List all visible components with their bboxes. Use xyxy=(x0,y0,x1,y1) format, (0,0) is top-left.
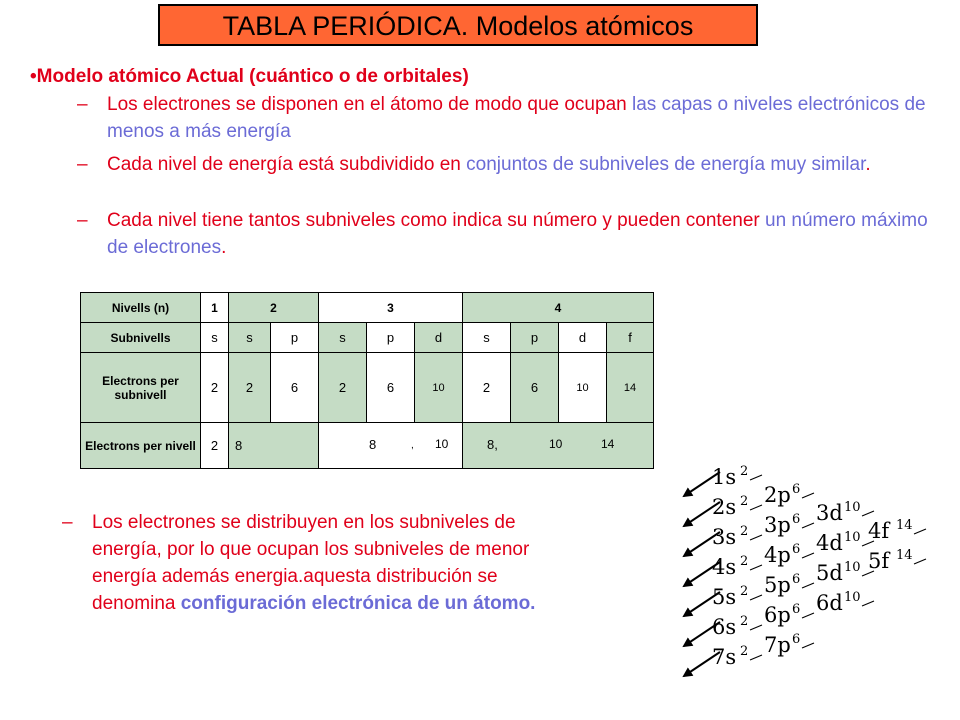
table-row xyxy=(81,323,654,353)
subshell-cell: p xyxy=(511,323,559,353)
bullet-3-text: Cada nivel tiene tantos subniveles como indica su número y pueden contener xyxy=(107,210,766,231)
bullet-3-highlight: un número máximo de electrones xyxy=(107,210,928,258)
connector-line xyxy=(750,535,762,540)
orbital-capacity: 10 xyxy=(844,500,861,515)
connector-line xyxy=(914,529,926,534)
orbital-capacity: 6 xyxy=(792,482,801,497)
bullet-2-tail: . xyxy=(865,154,871,175)
connector-line xyxy=(802,493,814,498)
electron-count-cell: 10 xyxy=(415,353,463,423)
level-3-sub: 10 xyxy=(435,437,449,451)
orbital-capacity: 14 xyxy=(896,548,913,563)
orbital-capacity: 2 xyxy=(740,464,749,479)
subshell-cell: s xyxy=(319,323,367,353)
row-label: Nivells (n) xyxy=(81,293,201,323)
level-total-cell xyxy=(463,423,654,469)
bottom-text: Los electrones se distribuyen en los subniveles de energía, por lo que ocupan los subniveles de menor energía además energia.aquesta distribución se denomina xyxy=(92,512,530,614)
subshell-cell: s xyxy=(229,323,271,353)
orbital-label: 5p xyxy=(764,573,791,597)
orbital-label: 7p xyxy=(764,633,791,657)
orbital-capacity: 14 xyxy=(896,518,913,533)
page-title: TABLA PERIÓDICA. Modelos atómicos xyxy=(158,4,758,46)
orbital-capacity: 2 xyxy=(740,524,749,539)
subshell-cell: d xyxy=(559,323,607,353)
orbital-label: 1s xyxy=(712,465,737,489)
level-total-cell xyxy=(319,423,463,469)
connector-line xyxy=(802,643,814,648)
bullet-1 xyxy=(77,91,937,145)
connector-line xyxy=(862,511,874,516)
connector-line xyxy=(802,583,814,588)
level-total-cell: 2 xyxy=(201,423,229,469)
subshell-cell: f xyxy=(607,323,654,353)
orbital-label: 6s xyxy=(712,615,737,639)
orbital-capacity: 6 xyxy=(792,542,801,557)
bullet-1-text: Los electrones se disponen en el átomo de modo que ocupan xyxy=(107,94,632,115)
bullet-3-tail: . xyxy=(221,237,227,258)
subshell-cell: d xyxy=(415,323,463,353)
orbital-label: 7s xyxy=(712,645,737,669)
level-4-sub-a: 10 xyxy=(549,437,563,451)
bullet-dash: – xyxy=(77,210,88,231)
bottom-highlight: configuración electrónica de un átomo. xyxy=(180,593,536,614)
electron-count-cell: 14 xyxy=(607,353,654,423)
connector-line xyxy=(914,559,926,564)
level-cell: 3 xyxy=(319,293,463,323)
aufbau-diagram xyxy=(660,440,950,710)
table-row xyxy=(81,293,654,323)
electron-count-cell: 2 xyxy=(201,353,229,423)
level-3-total: 8 xyxy=(369,437,377,452)
table-row xyxy=(81,353,654,423)
orbital-label: 6p xyxy=(764,603,791,627)
level-4-total: 8, xyxy=(487,437,498,452)
orbital-label: 3d xyxy=(816,501,843,525)
orbital-label: 4f xyxy=(868,519,890,543)
bullet-1-highlight: las capas o niveles electrónicos de menos a más energía xyxy=(107,94,926,142)
orbital-label: 6d xyxy=(816,591,843,615)
orbital-label: 5s xyxy=(712,585,737,609)
bullet-dash: – xyxy=(77,94,88,115)
orbital-label: 4s xyxy=(712,555,737,579)
orbital-capacity: 2 xyxy=(740,614,749,629)
level-cell: 1 xyxy=(201,293,229,323)
electron-count-cell: 2 xyxy=(319,353,367,423)
row-label: Electrons per nivell xyxy=(81,423,201,469)
bullet-3 xyxy=(77,207,937,261)
subshell-cell: s xyxy=(201,323,229,353)
level-cell: 2 xyxy=(229,293,319,323)
bullet-dash: – xyxy=(62,512,73,533)
electron-count-cell: 6 xyxy=(511,353,559,423)
electron-table xyxy=(80,292,654,469)
orbital-capacity: 2 xyxy=(740,644,749,659)
electron-count-cell: 2 xyxy=(463,353,511,423)
connector-line xyxy=(750,595,762,600)
orbital-label: 3s xyxy=(712,525,737,549)
electron-count-cell: 2 xyxy=(229,353,271,423)
subshell-cell: p xyxy=(271,323,319,353)
orbital-capacity: 10 xyxy=(844,590,861,605)
connector-line xyxy=(750,625,762,630)
bottom-bullet xyxy=(62,509,582,617)
orbital-label: 2s xyxy=(712,495,737,519)
orbital-label: 5d xyxy=(816,561,843,585)
model-heading: •Modelo atómico Actual (cuántico o de orbitales) xyxy=(30,66,469,87)
table-row xyxy=(81,423,654,469)
orbital-label: 5f xyxy=(868,549,890,573)
connector-line xyxy=(802,523,814,528)
orbital-capacity: 2 xyxy=(740,554,749,569)
bullet-dash: – xyxy=(77,154,88,175)
electron-count-cell: 6 xyxy=(271,353,319,423)
row-label: Electrons per subnivell xyxy=(81,353,201,423)
orbital-label: 4d xyxy=(816,531,843,555)
orbital-capacity: 2 xyxy=(740,494,749,509)
orbital-capacity: 6 xyxy=(792,602,801,617)
level-3-comma: , xyxy=(411,440,414,451)
level-total-cell: 8 xyxy=(229,423,319,469)
row-label: Subnivells xyxy=(81,323,201,353)
orbital-capacity: 10 xyxy=(844,560,861,575)
electron-count-cell: 10 xyxy=(559,353,607,423)
connector-line xyxy=(750,505,762,510)
orbital-capacity: 2 xyxy=(740,584,749,599)
connector-line xyxy=(750,655,762,660)
bullet-2-highlight: conjuntos de subniveles de energía muy similar xyxy=(466,154,866,175)
subshell-cell: p xyxy=(367,323,415,353)
orbital-capacity: 10 xyxy=(844,530,861,545)
orbital-label: 2p xyxy=(764,483,791,507)
connector-line xyxy=(750,565,762,570)
bullet-2 xyxy=(77,151,937,178)
level-4-sub-b: 14 xyxy=(601,437,615,451)
subshell-cell: s xyxy=(463,323,511,353)
orbital-capacity: 6 xyxy=(792,512,801,527)
orbital-label: 4p xyxy=(764,543,791,567)
connector-line xyxy=(862,601,874,606)
orbital-capacity: 6 xyxy=(792,632,801,647)
orbital-label: 3p xyxy=(764,513,791,537)
connector-line xyxy=(750,475,762,480)
connector-line xyxy=(802,553,814,558)
connector-line xyxy=(802,613,814,618)
orbital-capacity: 6 xyxy=(792,572,801,587)
electron-count-cell: 6 xyxy=(367,353,415,423)
bullet-2-text: Cada nivel de energía está subdividido en xyxy=(107,154,467,175)
level-cell: 4 xyxy=(463,293,654,323)
